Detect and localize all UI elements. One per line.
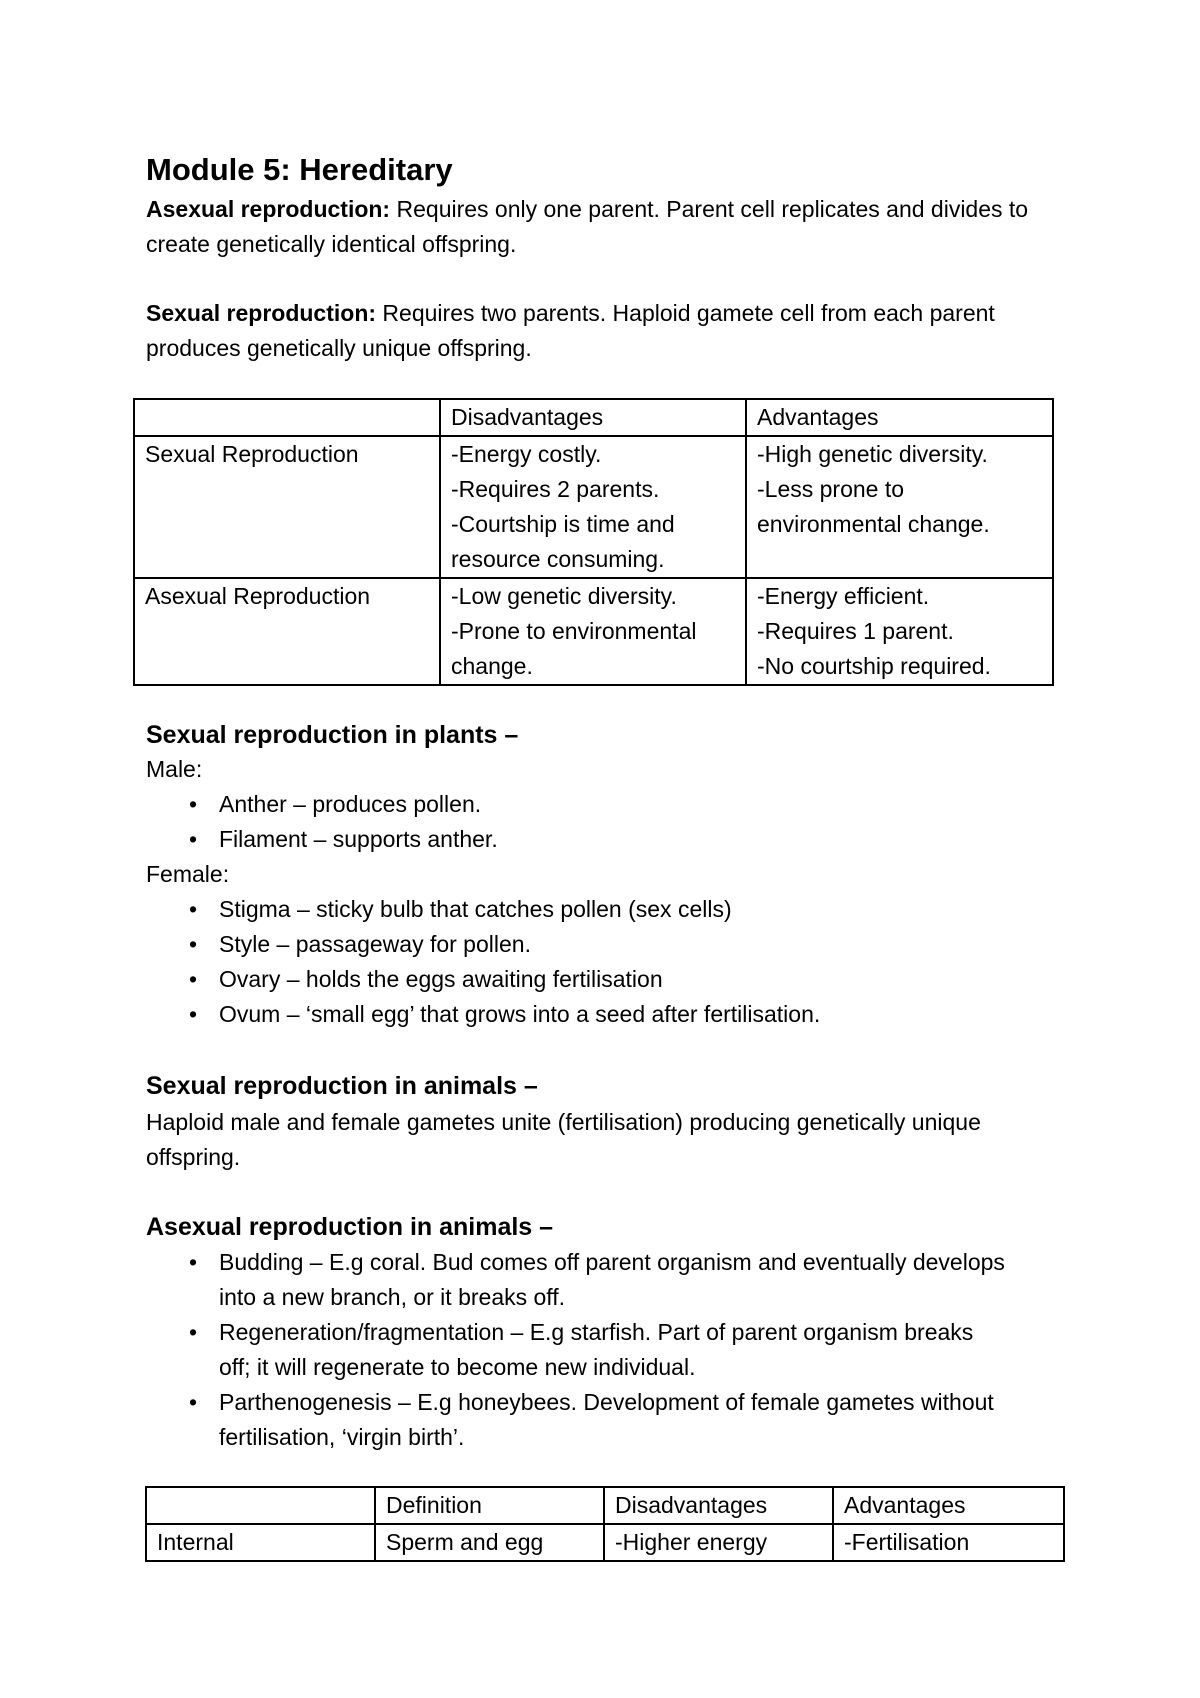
list-item-text: Style – passageway for pollen.	[219, 931, 531, 957]
table-cell-line: change.	[451, 653, 533, 679]
bullet-icon: •	[188, 1319, 198, 1345]
table-header-cell: Advantages	[746, 399, 1053, 436]
list-item	[146, 1245, 1006, 1315]
animals-sexual-heading: Sexual reproduction in animals –	[146, 1072, 538, 1100]
list-item-text: Ovum – ‘small egg’ that grows into a seed after fertilisation.	[219, 1001, 821, 1027]
table-cell-line: -Prone to environmental	[451, 618, 697, 644]
table-row	[146, 1524, 1064, 1561]
table-cell-line: -Energy costly.	[451, 441, 602, 467]
table-row-label: Asexual Reproduction	[134, 578, 440, 685]
sexual-term: Sexual reproduction:	[146, 300, 377, 326]
table-cell-advantages	[746, 578, 1053, 685]
table-row	[134, 578, 1053, 685]
table-row-label: Sexual Reproduction	[134, 436, 440, 578]
table-cell-line: -Requires 1 parent.	[757, 618, 954, 644]
sexual-definition	[146, 296, 1056, 366]
table-cell-line: environmental change.	[757, 511, 990, 537]
table-header-cell: Disadvantages	[440, 399, 746, 436]
list-item-text: Regeneration/fragmentation – E.g starfish. Part of parent organism breaks off; it will regenerate to become new individual.	[219, 1319, 974, 1380]
sexual-text: Requires two parents. Haploid gamete cell from each parent produces genetically unique offspring.	[146, 300, 995, 361]
animals-asexual-list	[146, 1245, 1006, 1455]
female-label: Female:	[146, 861, 230, 887]
table-row	[134, 436, 1053, 578]
table-header-cell: Advantages	[833, 1487, 1064, 1524]
animals-asexual-heading: Asexual reproduction in animals –	[146, 1213, 554, 1241]
list-item	[146, 787, 1046, 822]
table-cell: Sperm and egg	[375, 1524, 604, 1561]
bullet-icon: •	[188, 1001, 198, 1027]
table-cell-line: -Courtship is time and	[451, 511, 675, 537]
table-cell-line: -Requires 2 parents.	[451, 476, 660, 502]
table-cell-line: -Less prone to	[757, 476, 905, 502]
male-label: Male:	[146, 756, 203, 782]
bullet-icon: •	[188, 1389, 198, 1415]
table-header-cell	[134, 399, 440, 436]
page-title: Module 5: Hereditary	[146, 152, 453, 187]
table-cell-disadvantages	[440, 436, 746, 578]
list-item-text: Ovary – holds the eggs awaiting fertilisation	[219, 966, 663, 992]
asexual-definition	[146, 192, 1056, 262]
table-cell-line: -Energy efficient.	[757, 583, 930, 609]
table-cell-line: -Low genetic diversity.	[451, 583, 677, 609]
bullet-icon: •	[188, 826, 198, 852]
list-item	[146, 997, 1046, 1032]
bullet-icon: •	[188, 1249, 198, 1275]
bullet-icon: •	[188, 966, 198, 992]
list-item-text: Stigma – sticky bulb that catches pollen (sex cells)	[219, 896, 732, 922]
fertilisation-table	[145, 1486, 1065, 1562]
list-item	[146, 1315, 1006, 1385]
bullet-icon: •	[188, 896, 198, 922]
plants-heading: Sexual reproduction in plants –	[146, 721, 519, 749]
list-item	[146, 962, 1046, 997]
list-item-text: Parthenogenesis – E.g honeybees. Development of female gametes without fertilisation, ‘virgin birth’.	[219, 1389, 994, 1450]
table-cell-line: -No courtship required.	[757, 653, 991, 679]
list-item-text: Anther – produces pollen.	[219, 791, 482, 817]
bullet-icon: •	[188, 791, 198, 817]
male-list	[146, 787, 1046, 857]
list-item-text: Filament – supports anther.	[219, 826, 498, 852]
table-cell: -Fertilisation	[833, 1524, 1064, 1561]
comparison-table	[133, 398, 1054, 686]
table-cell-line: -High genetic diversity.	[757, 441, 988, 467]
table-header-cell: Definition	[375, 1487, 604, 1524]
list-item	[146, 822, 1046, 857]
female-list	[146, 892, 1046, 1032]
asexual-text: Requires only one parent. Parent cell replicates and divides to create genetically identical offspring.	[146, 196, 1029, 257]
table-cell: -Higher energy	[604, 1524, 833, 1561]
table-header-cell	[146, 1487, 375, 1524]
table-header-row	[146, 1487, 1064, 1524]
bullet-icon: •	[188, 931, 198, 957]
table-cell: Internal	[146, 1524, 375, 1561]
list-item	[146, 892, 1046, 927]
list-item	[146, 927, 1046, 962]
asexual-term: Asexual reproduction:	[146, 196, 391, 222]
list-item	[146, 1385, 1006, 1455]
table-header-row	[134, 399, 1053, 436]
table-cell-line: resource consuming.	[451, 546, 665, 572]
table-cell-advantages	[746, 436, 1053, 578]
table-cell-disadvantages	[440, 578, 746, 685]
list-item-text: Budding – E.g coral. Bud comes off parent organism and eventually develops into a new branch, or it breaks off.	[219, 1249, 1005, 1310]
table-header-cell: Disadvantages	[604, 1487, 833, 1524]
animals-sexual-text: Haploid male and female gametes unite (fertilisation) producing genetically unique offspring.	[146, 1109, 981, 1170]
